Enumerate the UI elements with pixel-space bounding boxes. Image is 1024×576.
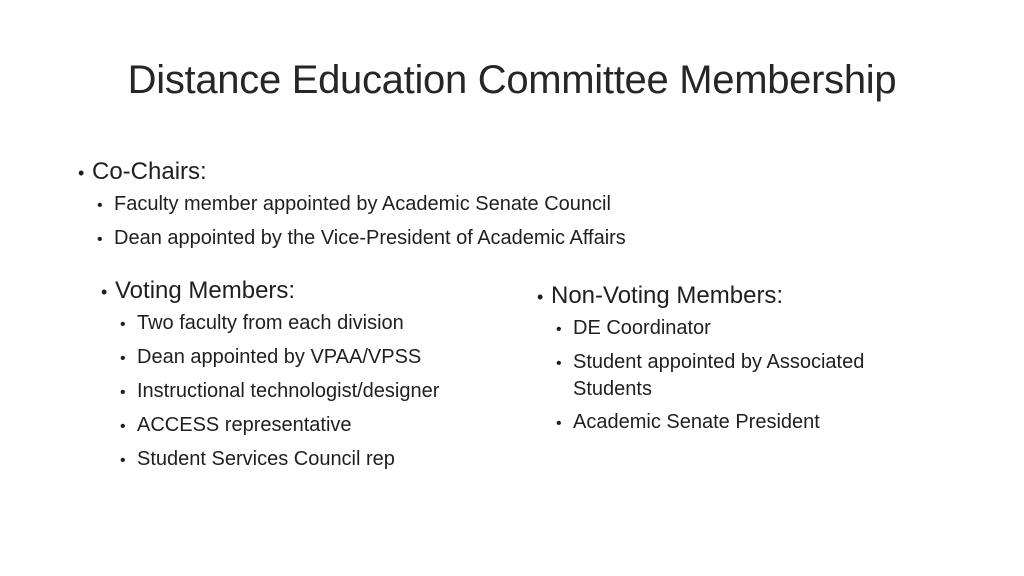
bullet-icon: • xyxy=(97,197,103,214)
bullet-icon: • xyxy=(556,355,562,372)
bullet-icon: • xyxy=(556,415,562,432)
bullet-icon: • xyxy=(97,231,103,248)
bullet-icon: • xyxy=(120,452,126,469)
bullet-icon: • xyxy=(537,287,544,307)
list-item-text: Dean appointed by VPAA/VPSS xyxy=(137,346,422,368)
list-item xyxy=(556,312,957,346)
list-item-text: Academic Senate President xyxy=(573,411,820,433)
list-item-text: Instructional technologist/designer xyxy=(137,380,440,402)
non-voting-heading: Non-Voting Members: xyxy=(551,282,784,309)
bullet-icon: • xyxy=(120,316,126,333)
list-item-text: Student Services Council rep xyxy=(137,448,395,470)
voting-heading-row xyxy=(101,276,439,307)
slide-title: Distance Education Committee Membership xyxy=(127,58,897,102)
list-item-text: ACCESS representative xyxy=(137,414,352,436)
list-item xyxy=(120,375,439,409)
list-item xyxy=(97,222,626,256)
list-item-text: Dean appointed by the Vice-President of Academic Affairs xyxy=(114,227,626,249)
non-voting-members-section xyxy=(537,281,957,440)
co-chairs-heading-row xyxy=(78,157,626,188)
bullet-icon: • xyxy=(120,384,126,401)
list-item xyxy=(556,349,957,403)
bullet-icon: • xyxy=(120,418,126,435)
co-chairs-heading: Co-Chairs: xyxy=(92,158,207,185)
list-item-text: Faculty member appointed by Academic Senate Council xyxy=(114,193,611,215)
list-item xyxy=(556,406,957,440)
bullet-icon: • xyxy=(101,282,108,302)
bullet-icon: • xyxy=(120,350,126,367)
list-item-text: Two faculty from each division xyxy=(137,312,404,334)
list-item-text: DE Coordinator xyxy=(573,317,711,339)
list-item xyxy=(120,409,439,443)
bullet-icon: • xyxy=(78,163,85,183)
list-item xyxy=(120,443,439,477)
list-item-text: Student appointed by Associated Students xyxy=(573,351,865,400)
non-voting-heading-row xyxy=(537,281,957,312)
co-chairs-section xyxy=(78,157,626,256)
list-item xyxy=(120,341,439,375)
voting-members-section xyxy=(101,276,439,477)
list-item xyxy=(120,307,439,341)
bullet-icon: • xyxy=(556,321,562,338)
voting-heading: Voting Members: xyxy=(115,277,296,304)
list-item xyxy=(97,188,626,222)
